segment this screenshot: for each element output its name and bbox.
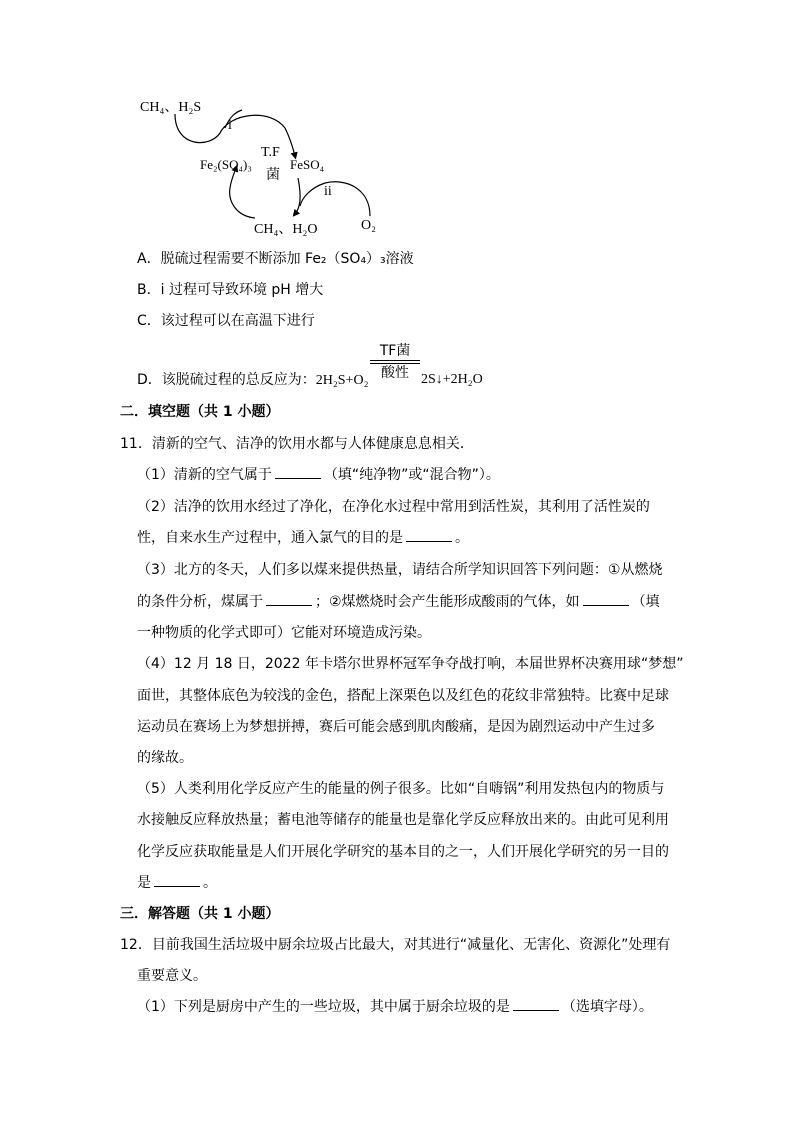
- diagram-oxygen-label: O₂: [361, 218, 376, 233]
- q11-part3-line2: [137, 592, 660, 612]
- answer-blank[interactable]: [266, 592, 312, 606]
- answer-blank[interactable]: [154, 873, 200, 887]
- q11-part4-line2: 面世，其整体底色为较浅的金色，搭配上深栗色以及红色的花纹非常独特。比赛中足球: [137, 688, 669, 704]
- q12-part1-hint: （选填字母）。: [561, 999, 653, 1015]
- diagram-step-ii-label: ii: [324, 184, 332, 199]
- answer-blank[interactable]: [406, 528, 452, 542]
- condition-top: TF菌: [379, 343, 411, 359]
- q11-part2-line1: （2）洁净的饮用水经过了净化，在净化水过程中常用到活性炭，其利用了活性炭的: [137, 499, 650, 515]
- q11-stem: 11．清新的空气、洁净的饮用水都与人体健康息息相关．: [120, 436, 474, 452]
- q11-part4-line1: （4）12 月 18 日，2022 年卡塔尔世界杯冠军争夺战打响，本届世界杯决赛用球“梦想”: [137, 656, 684, 672]
- q12-line1: 12．目前我国生活垃圾中厨余垃圾占比最大，对其进行“减量化、无害化、资源化”处理有: [120, 937, 671, 953]
- diagram-ferrous-sulfate-label: FeSO₄: [290, 157, 325, 172]
- q11-part1-text: （1）清新的空气属于: [137, 467, 272, 483]
- q11-part3-text-c: （填: [631, 594, 660, 610]
- q11-part4-line3: 运动员在赛场上为梦想拼搏，赛后可能会感到肌肉酸痛，是因为剧烈运动中产生过多: [137, 719, 655, 735]
- q11-part5-text: 是: [137, 875, 151, 891]
- option-a: A．脱硫过程需要不断添加 Fe₂（SO₄）₃溶液: [137, 251, 414, 267]
- section-2-heading: 二．填空题（共 1 小题）: [120, 404, 280, 420]
- q11-part2-end: 。: [455, 530, 469, 546]
- q11-part5-line1: （5）人类利用化学反应产生的能量的例子很多。比如“自嗨锅”利用发热包内的物质与: [137, 781, 665, 797]
- q11-part5-line3: 化学反应获取能量是人们开展化学研究的基本目的之一，人们开展化学研究的另一目的: [137, 844, 669, 860]
- diagram-catalyst-label: T.F: [261, 145, 280, 160]
- q11-part1: [137, 465, 500, 485]
- equation-right: 2S↓+2H₂O: [421, 372, 483, 387]
- answer-blank[interactable]: [275, 465, 321, 479]
- q11-part5-line4: [137, 873, 217, 893]
- desulfurization-cycle-diagram: [130, 88, 410, 243]
- q11-part3-text-a: 的条件分析，煤属于: [137, 594, 263, 610]
- section-3-heading: 三．解答题（共 1 小题）: [120, 906, 280, 922]
- q12-line2: 重要意义。: [137, 968, 207, 984]
- condition-arrow: [370, 360, 420, 364]
- equation-left: 2H₂S+O₂: [315, 373, 369, 388]
- q11-part2-text: 性，自来水生产过程中，通入氯气的目的是: [137, 530, 403, 546]
- condition-bottom: 酸性: [381, 365, 409, 381]
- option-d: [137, 370, 368, 391]
- q12-part1-text: （1）下列是厨房中产生的一些垃圾，其中属于厨余垃圾的是: [137, 999, 510, 1015]
- diagram-reactants-label: CH₄、H₂S: [140, 100, 202, 115]
- q11-part3-text-b: ；②煤燃烧时会产生能形成酸雨的气体，如: [315, 594, 580, 610]
- q12-part1: [137, 997, 653, 1017]
- reaction-condition: [370, 343, 420, 381]
- q11-part5-line2: 水接触反应释放热量；蓄电池等储存的能量也是靠化学反应释放出来的。由此可见利用: [137, 812, 669, 828]
- q11-part3-line1: （3）北方的冬天，人们多以煤来提供热量，请结合所学知识回答下列问题：①从燃烧: [137, 562, 663, 578]
- diagram-products-label: CH₄、H₂O: [254, 222, 318, 237]
- answer-blank[interactable]: [513, 997, 559, 1011]
- diagram-ferric-sulfate-label: Fe₂(SO₄)₃: [200, 157, 252, 172]
- option-c: C．该过程可以在高温下进行: [137, 313, 315, 329]
- q11-part1-hint: （填“纯净物”或“混合物”）。: [323, 467, 500, 483]
- q11-part3-line3: 一种物质的化学式即可）它能对环境造成污染。: [137, 625, 431, 641]
- q11-part2-line2: [137, 528, 469, 548]
- option-b: B．i 过程可导致环境 pH 增大: [137, 282, 324, 298]
- diagram-bacteria-label: 菌: [266, 168, 280, 183]
- q11-part5-end: 。: [203, 875, 217, 891]
- answer-blank[interactable]: [583, 592, 629, 606]
- option-d-prefix: D．该脱硫过程的总反应为：: [137, 372, 316, 388]
- q11-part4-line4: 的缘故。: [137, 750, 193, 766]
- diagram-step-i-label: i: [228, 118, 232, 133]
